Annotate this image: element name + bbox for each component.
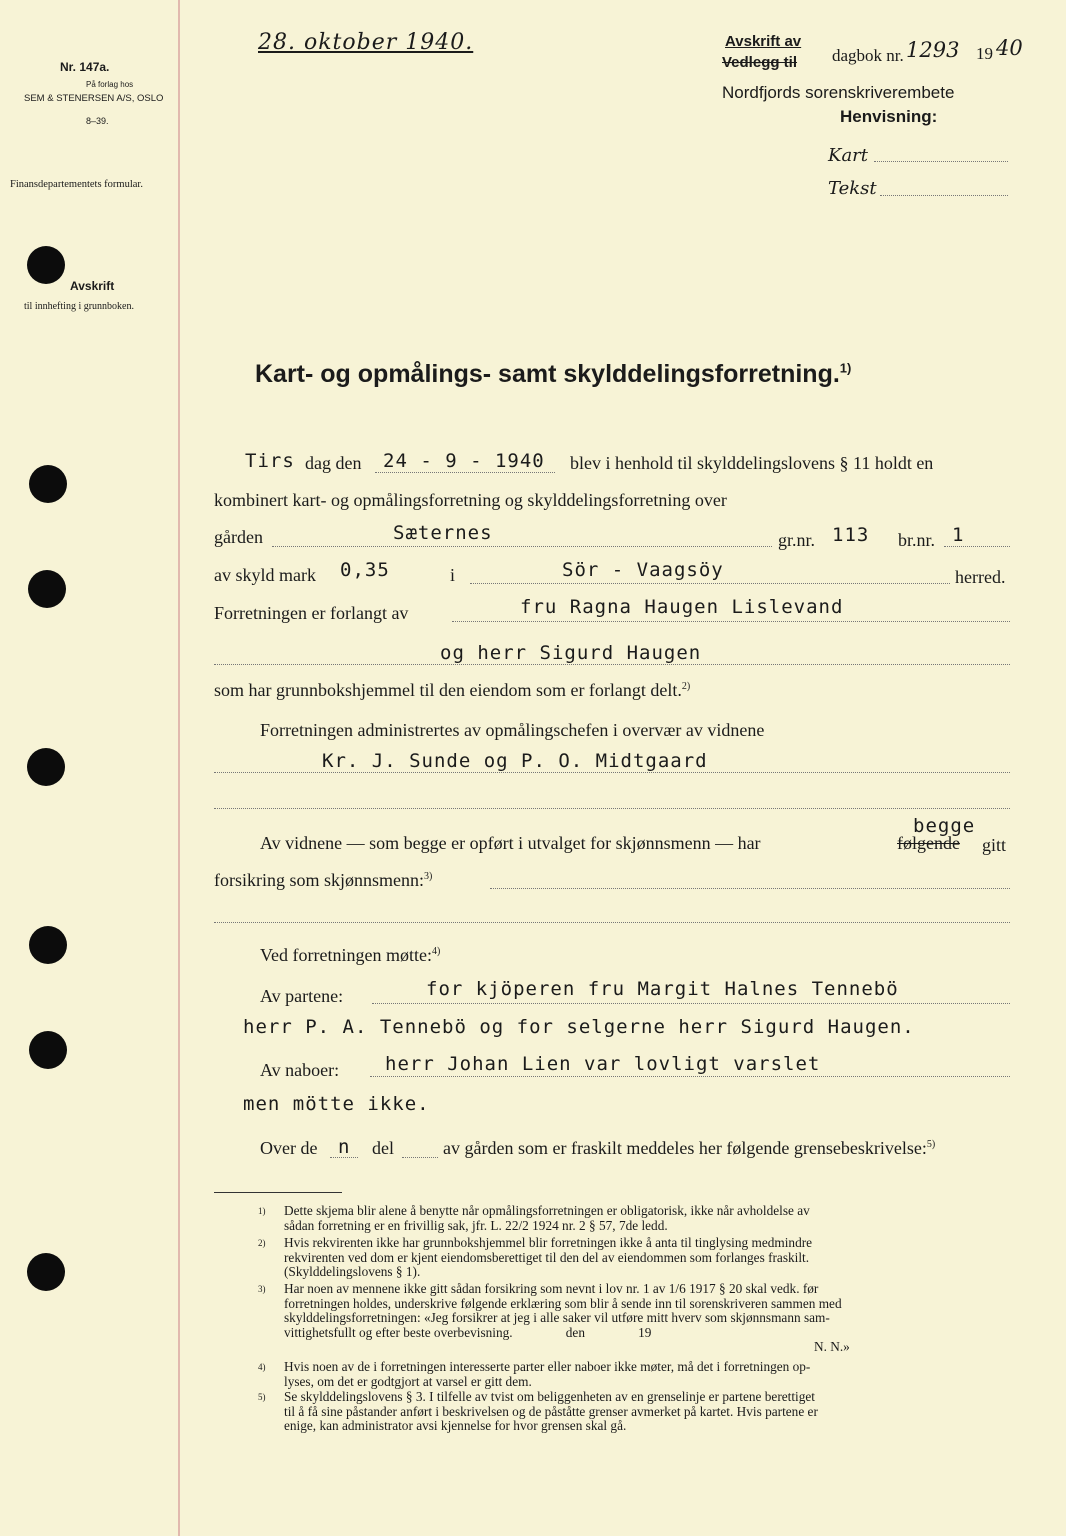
meeting-date: 24 - 9 - 1940: [383, 450, 545, 472]
naboer-label: Av naboer:: [260, 1060, 340, 1080]
over-de-label: Over de: [260, 1138, 318, 1158]
admin-line: Forretningen administrertes av opmålingschefen i overvær av vidnene: [260, 720, 765, 740]
requester-line-2: [214, 664, 1010, 665]
handwritten-date: 28. oktober 1940.: [258, 30, 474, 55]
witnesses: Kr. J. Sunde og P. O. Midtgaard: [322, 750, 708, 772]
form-title-text: Kart- og opmålings- samt skylddelingsforretning.: [255, 360, 840, 388]
punch-hole: [27, 1253, 65, 1291]
garden-label: gården: [214, 527, 263, 547]
forlangt-label: Forretningen er forlangt av: [214, 603, 409, 623]
footnote-line: sådan forretning er en frivillig sak, jfr. L. 22/2 1924 nr. 2 § 57, 7de ledd.: [284, 1217, 668, 1233]
footnote-line: N. N.»: [814, 1339, 850, 1354]
footnote-line: Se skylddelingslovens § 3. I tilfelle av tvist om beliggenheten av en grenselinje er partene berettiget: [284, 1389, 815, 1404]
form-number: Nr. 147a.: [60, 60, 110, 74]
dag-den-label: dag den: [305, 453, 362, 473]
ministry-form: Finansdepartementets formular.: [10, 179, 143, 190]
year-prefix: 19: [976, 44, 993, 63]
folgende-struck: følgende: [897, 833, 960, 853]
grnr-value: 113: [832, 524, 870, 546]
n-handwritten: n: [338, 1136, 351, 1158]
i-label: i: [450, 565, 456, 585]
punch-hole: [27, 246, 65, 284]
tekst-line: [880, 195, 1008, 196]
brnr-line: [944, 546, 1010, 547]
municipality: Sör - Vaagsöy: [562, 559, 724, 581]
grnr-label: gr.nr.: [778, 530, 816, 550]
footnote-mark: 5): [926, 1139, 936, 1150]
partene-1: for kjöperen fru Margit Halnes Tennebö: [426, 978, 899, 1000]
footnote-line: Hvis rekvirenten ikke har grunnbokshjemmel blir forretningen ikke å anta til tinglysing medmindre: [284, 1235, 813, 1250]
date-line: [375, 472, 555, 473]
footnote-line: skylddelingsforretningen: «Jeg forsikrer at jeg i alle saker vil utføre mitt hverv som skjønnsmann sam-: [284, 1310, 830, 1325]
motte-text: Ved forretningen møtte:: [260, 945, 432, 965]
hjemmel-line: [214, 680, 690, 701]
title-footnote-mark: 1): [839, 360, 852, 376]
form-title: [255, 360, 851, 389]
tekst-label: Tekst: [828, 178, 877, 199]
del-line: [402, 1157, 438, 1158]
begge-handwritten: begge: [913, 815, 976, 837]
copy-subtitle: til innhefting i grunnboken.: [24, 301, 134, 312]
herred-label: herred.: [955, 567, 1006, 587]
skyld-label: av skyld mark: [214, 565, 316, 585]
naboer-1: herr Johan Lien var lovligt varslet: [385, 1053, 821, 1075]
footnote-5: [258, 1390, 818, 1434]
footnote-2: [258, 1236, 812, 1280]
requester-2: og herr Sigurd Haugen: [440, 642, 702, 664]
office-name: Nordfjords sorenskriverembete: [722, 83, 955, 102]
footnote-mark: 2): [258, 1238, 266, 1248]
footnote-line: Har noen av mennene ikke gitt sådan forsikring som nevnt i lov nr. 1 av 1/6 1917 § 20 skal vedk. før: [284, 1281, 819, 1296]
margin-rule: [178, 0, 180, 1536]
del-label: del: [372, 1138, 394, 1158]
vidnene-line: Av vidnene — som begge er opført i utvalget for skjønnsmenn — har: [260, 833, 761, 853]
witness-line: [214, 772, 1010, 773]
publisher-line: På forlag hos: [86, 80, 134, 89]
dagbok-number: 1293: [906, 38, 960, 62]
footnote-line: lyses, om det er godtgjort at varsel er gitt dem.: [284, 1373, 532, 1389]
footnote-1: [258, 1204, 810, 1233]
footnote-line: vittighetsfullt og efter beste overbevisning. den 19: [284, 1324, 652, 1340]
year-handwritten: 40: [996, 36, 1023, 60]
vedlegg-til-struck: Vedlegg til: [722, 54, 798, 71]
forsikring-text: forsikring som skjønnsmenn:: [214, 870, 424, 890]
reference-label: Henvisning:: [840, 107, 938, 126]
partene-line: [372, 1003, 1010, 1004]
forsikring-dotline-2: [214, 922, 1010, 923]
footnote-line: (Skylddelingslovens § 1).: [284, 1264, 421, 1279]
naboer-2: men mötte ikke.: [243, 1093, 430, 1115]
line2-text: kombinert kart- og opmålingsforretning og skylddelingsforretning over: [214, 490, 727, 510]
grense-text: av gården som er fraskilt meddeles her følgende grensebeskrivelse:: [443, 1138, 927, 1158]
footnote-line: rekvirenten ved dom er kjent eiendomsberettiget til den del av eiendommen som forlanges fraskilt.: [284, 1249, 810, 1265]
publisher-name: SEM & STENERSEN A/S, OSLO: [24, 93, 164, 104]
weekday: Tirs: [245, 450, 295, 472]
kart-label: Kart: [828, 145, 869, 166]
footnote-line: til å få sine påstander anført i beskrivelsen og de påståtte grenser avmerket på kartet. Hvis partene er: [284, 1403, 818, 1419]
punch-hole: [28, 570, 66, 608]
footnote-line: enige, kan administrator avsi kjennelse for hvor grensen skal gå.: [284, 1418, 627, 1433]
forsikring-dotline: [490, 888, 1010, 889]
footnote-3: [258, 1282, 850, 1355]
edition: 8–39.: [86, 116, 109, 126]
punch-hole: [29, 1031, 67, 1069]
footnote-mark: 3): [424, 871, 433, 882]
footnote-line: Hvis noen av de i forretningen interesserte parter eller naboer ikke møter, må det i forretningen op-: [284, 1359, 811, 1374]
footnote-rule: [214, 1192, 342, 1193]
punch-hole: [29, 465, 67, 503]
footnote-4: [258, 1360, 810, 1389]
footnote-mark: 4): [258, 1362, 266, 1372]
municipality-line: [470, 583, 950, 584]
farm-line: [272, 546, 772, 547]
witness-line-2: [214, 808, 1010, 809]
footnote-mark: 2): [681, 681, 691, 692]
gitt-label: gitt: [982, 835, 1007, 855]
footnote-mark: 4): [431, 946, 441, 957]
footnote-line: Dette skjema blir alene å benytte når opmålingsforretningen er obligatorisk, ikke når avholdelse av: [284, 1203, 810, 1218]
naboer-line: [370, 1076, 1010, 1077]
partene-label: Av partene:: [260, 986, 344, 1006]
requester-1: fru Ragna Haugen Lislevand: [520, 596, 844, 618]
avskrift-av: Avskrift av: [725, 33, 802, 50]
skyld-value: 0,35: [340, 559, 390, 581]
requester-line: [452, 621, 1010, 622]
punch-hole: [29, 926, 67, 964]
kart-line: [874, 161, 1008, 162]
dagbok-label: dagbok nr.: [832, 46, 904, 65]
brnr-label: br.nr.: [898, 530, 936, 550]
over-de-line: [330, 1157, 358, 1158]
line1-text: blev i henhold til skylddelingslovens § 11 holdt en: [570, 453, 934, 473]
partene-2: herr P. A. Tennebö og for selgerne herr Sigurd Haugen.: [243, 1016, 915, 1038]
brnr-value: 1: [952, 524, 965, 546]
copy-label: Avskrift: [70, 279, 115, 293]
punch-hole: [27, 748, 65, 786]
footnote-mark: 5): [258, 1392, 266, 1402]
hjemmel-text: som har grunnbokshjemmel til den eiendom som er forlangt delt.: [214, 680, 682, 700]
footnote-mark: 3): [258, 1284, 266, 1294]
grense-line: [443, 1138, 935, 1159]
forsikring-line: [214, 870, 432, 891]
footnote-line: forretningen holdes, underskrive følgende erklæring som blir å sende inn til sorenskriveren sammen med: [284, 1295, 842, 1311]
motte-line: [260, 945, 440, 966]
farm-name: Sæternes: [393, 522, 493, 544]
footnote-mark: 1): [258, 1206, 266, 1216]
